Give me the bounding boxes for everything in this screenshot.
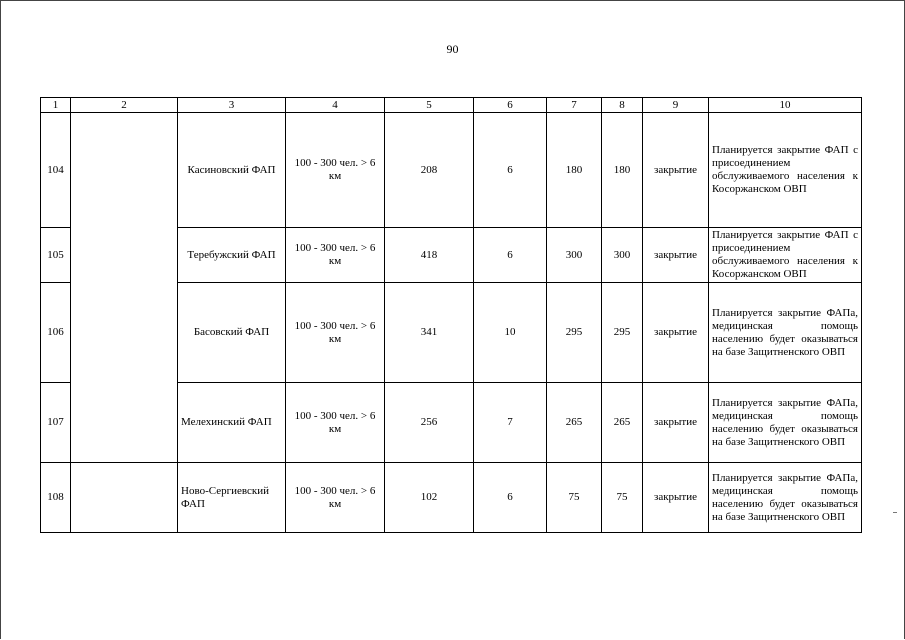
value-col7: 295 [547, 283, 602, 383]
value-col8: 75 [602, 463, 643, 533]
note-cell: Планируется закрытие ФАПа, медицинская помощь населению будет оказываться на базе Защитненского ОВП [709, 463, 862, 533]
value-col7: 265 [547, 383, 602, 463]
value-col5: 256 [385, 383, 474, 463]
header-cell: 4 [286, 98, 385, 113]
action-cell: закрытие [643, 283, 709, 383]
value-col5: 418 [385, 228, 474, 283]
header-cell: 3 [178, 98, 286, 113]
action-cell: закрытие [643, 228, 709, 283]
facility-name: Ново-Сергиевский ФАП [178, 463, 286, 533]
facility-name: Мелехинский ФАП [178, 383, 286, 463]
value-col5: 102 [385, 463, 474, 533]
header-cell: 2 [71, 98, 178, 113]
value-col8: 295 [602, 283, 643, 383]
district-cell [71, 113, 178, 463]
action-cell: закрытие [643, 463, 709, 533]
value-col6: 6 [474, 228, 547, 283]
note-cell: Планируется закрытие ФАП с присоединением обслуживаемого населения к Косоржанском ОВП [709, 228, 862, 283]
value-col6: 10 [474, 283, 547, 383]
action-cell: закрытие [643, 113, 709, 228]
value-col7: 180 [547, 113, 602, 228]
registry-table [40, 97, 862, 533]
population-range: 100 - 300 чел. > 6 км [286, 228, 385, 283]
header-cell: 7 [547, 98, 602, 113]
header-cell: 8 [602, 98, 643, 113]
note-cell: Планируется закрытие ФАП с присоединением обслуживаемого населения к Косоржанском ОВП [709, 113, 862, 228]
note-cell: Планируется закрытие ФАПа, медицинская помощь населению будет оказываться на базе Защитненского ОВП [709, 283, 862, 383]
value-col6: 6 [474, 463, 547, 533]
value-col8: 265 [602, 383, 643, 463]
population-range: 100 - 300 чел. > 6 км [286, 463, 385, 533]
table-row [41, 463, 862, 533]
value-col5: 341 [385, 283, 474, 383]
facility-name: Теребужский ФАП [178, 228, 286, 283]
header-cell: 6 [474, 98, 547, 113]
facility-name: Касиновский ФАП [178, 113, 286, 228]
row-number: 107 [41, 383, 71, 463]
district-cell [71, 463, 178, 533]
value-col6: 6 [474, 113, 547, 228]
header-cell: 10 [709, 98, 862, 113]
value-col6: 7 [474, 383, 547, 463]
row-number: 104 [41, 113, 71, 228]
header-cell: 5 [385, 98, 474, 113]
population-range: 100 - 300 чел. > 6 км [286, 383, 385, 463]
value-col8: 300 [602, 228, 643, 283]
table-row [41, 113, 862, 228]
value-col8: 180 [602, 113, 643, 228]
population-range: 100 - 300 чел. > 6 км [286, 113, 385, 228]
row-number: 105 [41, 228, 71, 283]
row-number: 106 [41, 283, 71, 383]
value-col5: 208 [385, 113, 474, 228]
page-number: 90 [446, 42, 459, 56]
value-col7: 75 [547, 463, 602, 533]
facility-name: Басовский ФАП [178, 283, 286, 383]
value-col7: 300 [547, 228, 602, 283]
row-number: 108 [41, 463, 71, 533]
note-cell: Планируется закрытие ФАПа, медицинская помощь населению будет оказываться на базе Защитненского ОВП [709, 383, 862, 463]
header-cell: 1 [41, 98, 71, 113]
header-row [41, 98, 862, 113]
action-cell: закрытие [643, 383, 709, 463]
header-cell: 9 [643, 98, 709, 113]
population-range: 100 - 300 чел. > 6 км [286, 283, 385, 383]
scan-mark [893, 512, 897, 513]
